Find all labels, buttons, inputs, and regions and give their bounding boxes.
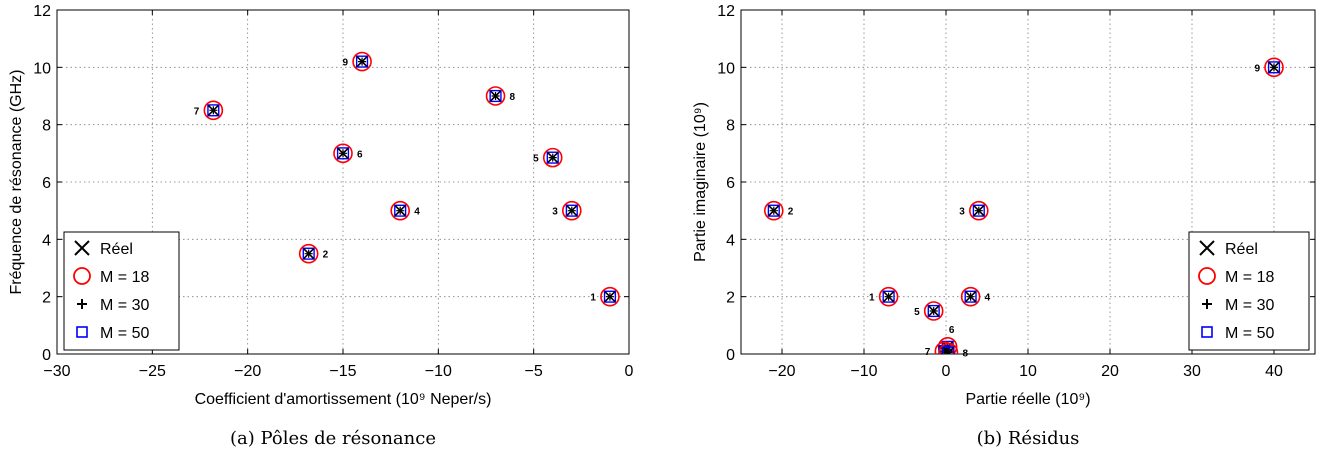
y-tick-label: 0 [726,347,735,364]
y-tick-label: 4 [42,232,51,250]
point-label: 5 [914,307,920,318]
y-tick-label: 12 [717,3,735,20]
point-label: 1 [590,292,596,304]
point-label: 8 [962,348,969,360]
point-label: 4 [984,292,991,304]
y-tick-label: 8 [42,117,51,135]
x-tick-label: −10 [424,363,452,380]
point-label: 3 [552,206,558,218]
y-tick-label: 0 [42,347,51,364]
point-label: 2 [787,206,794,218]
y-tick-label: 10 [33,60,51,78]
point-label: 8 [509,92,516,103]
x-tick-label: −25 [138,363,166,380]
point-label: 6 [948,324,955,336]
x-tick-label: −15 [329,363,357,380]
x-axis-label: Coefficient d'amortissement (10⁹ Neper/s) [194,391,492,408]
x-tick-label: 20 [1101,363,1119,380]
x-tick-label: 0 [624,363,634,380]
legend [64,232,179,350]
point-label: 7 [924,347,931,359]
point-label: 7 [193,106,200,118]
point-label: 9 [342,57,349,69]
y-tick-label: 6 [726,175,735,192]
y-tick-label: 6 [42,175,51,192]
x-tick-label: 10 [1019,363,1037,380]
x-tick-label: −10 [850,363,878,380]
x-tick-label: −30 [43,363,71,380]
chart-b [692,3,1315,449]
point-label: 5 [533,153,539,165]
y-tick-label: 12 [33,3,51,20]
legend-label: M = 30 [100,297,150,314]
y-tick-label: 4 [726,232,735,250]
x-tick-label: −5 [524,363,543,380]
figure-caption: (b) Résidus [976,428,1080,449]
x-tick-label: −20 [234,363,262,380]
x-tick-label: 0 [941,363,951,380]
y-tick-label: 8 [726,117,735,135]
legend-label: M = 18 [1225,269,1275,286]
x-tick-label: 40 [1265,363,1283,380]
legend-label: M = 30 [1225,297,1275,314]
y-tick-label: 2 [42,289,51,307]
x-tick-label: −20 [768,363,796,380]
y-axis-label: Fréquence de résonance (GHz) [8,69,25,295]
legend-label: Réel [1225,241,1258,258]
y-tick-label: 10 [717,60,735,78]
point-label: 9 [1254,63,1260,75]
x-tick-label: 30 [1183,363,1201,380]
point-label: 3 [959,206,965,218]
legend [1189,232,1309,350]
legend-label: M = 50 [100,325,150,342]
point-label: 4 [414,206,420,218]
y-axis-label: Partie imaginaire (10⁹) [692,102,709,262]
legend-label: M = 50 [1225,325,1275,342]
legend-label: Réel [100,241,133,258]
legend-label: M = 18 [100,269,150,286]
chart-a [8,3,634,449]
point-label: 6 [357,149,363,161]
y-tick-label: 2 [726,289,735,307]
x-axis-label: Partie réelle (10⁹) [965,391,1091,408]
figure-caption: (a) Pôles de résonance [230,428,436,449]
point-label: 2 [322,249,329,261]
point-label: 1 [869,292,875,304]
